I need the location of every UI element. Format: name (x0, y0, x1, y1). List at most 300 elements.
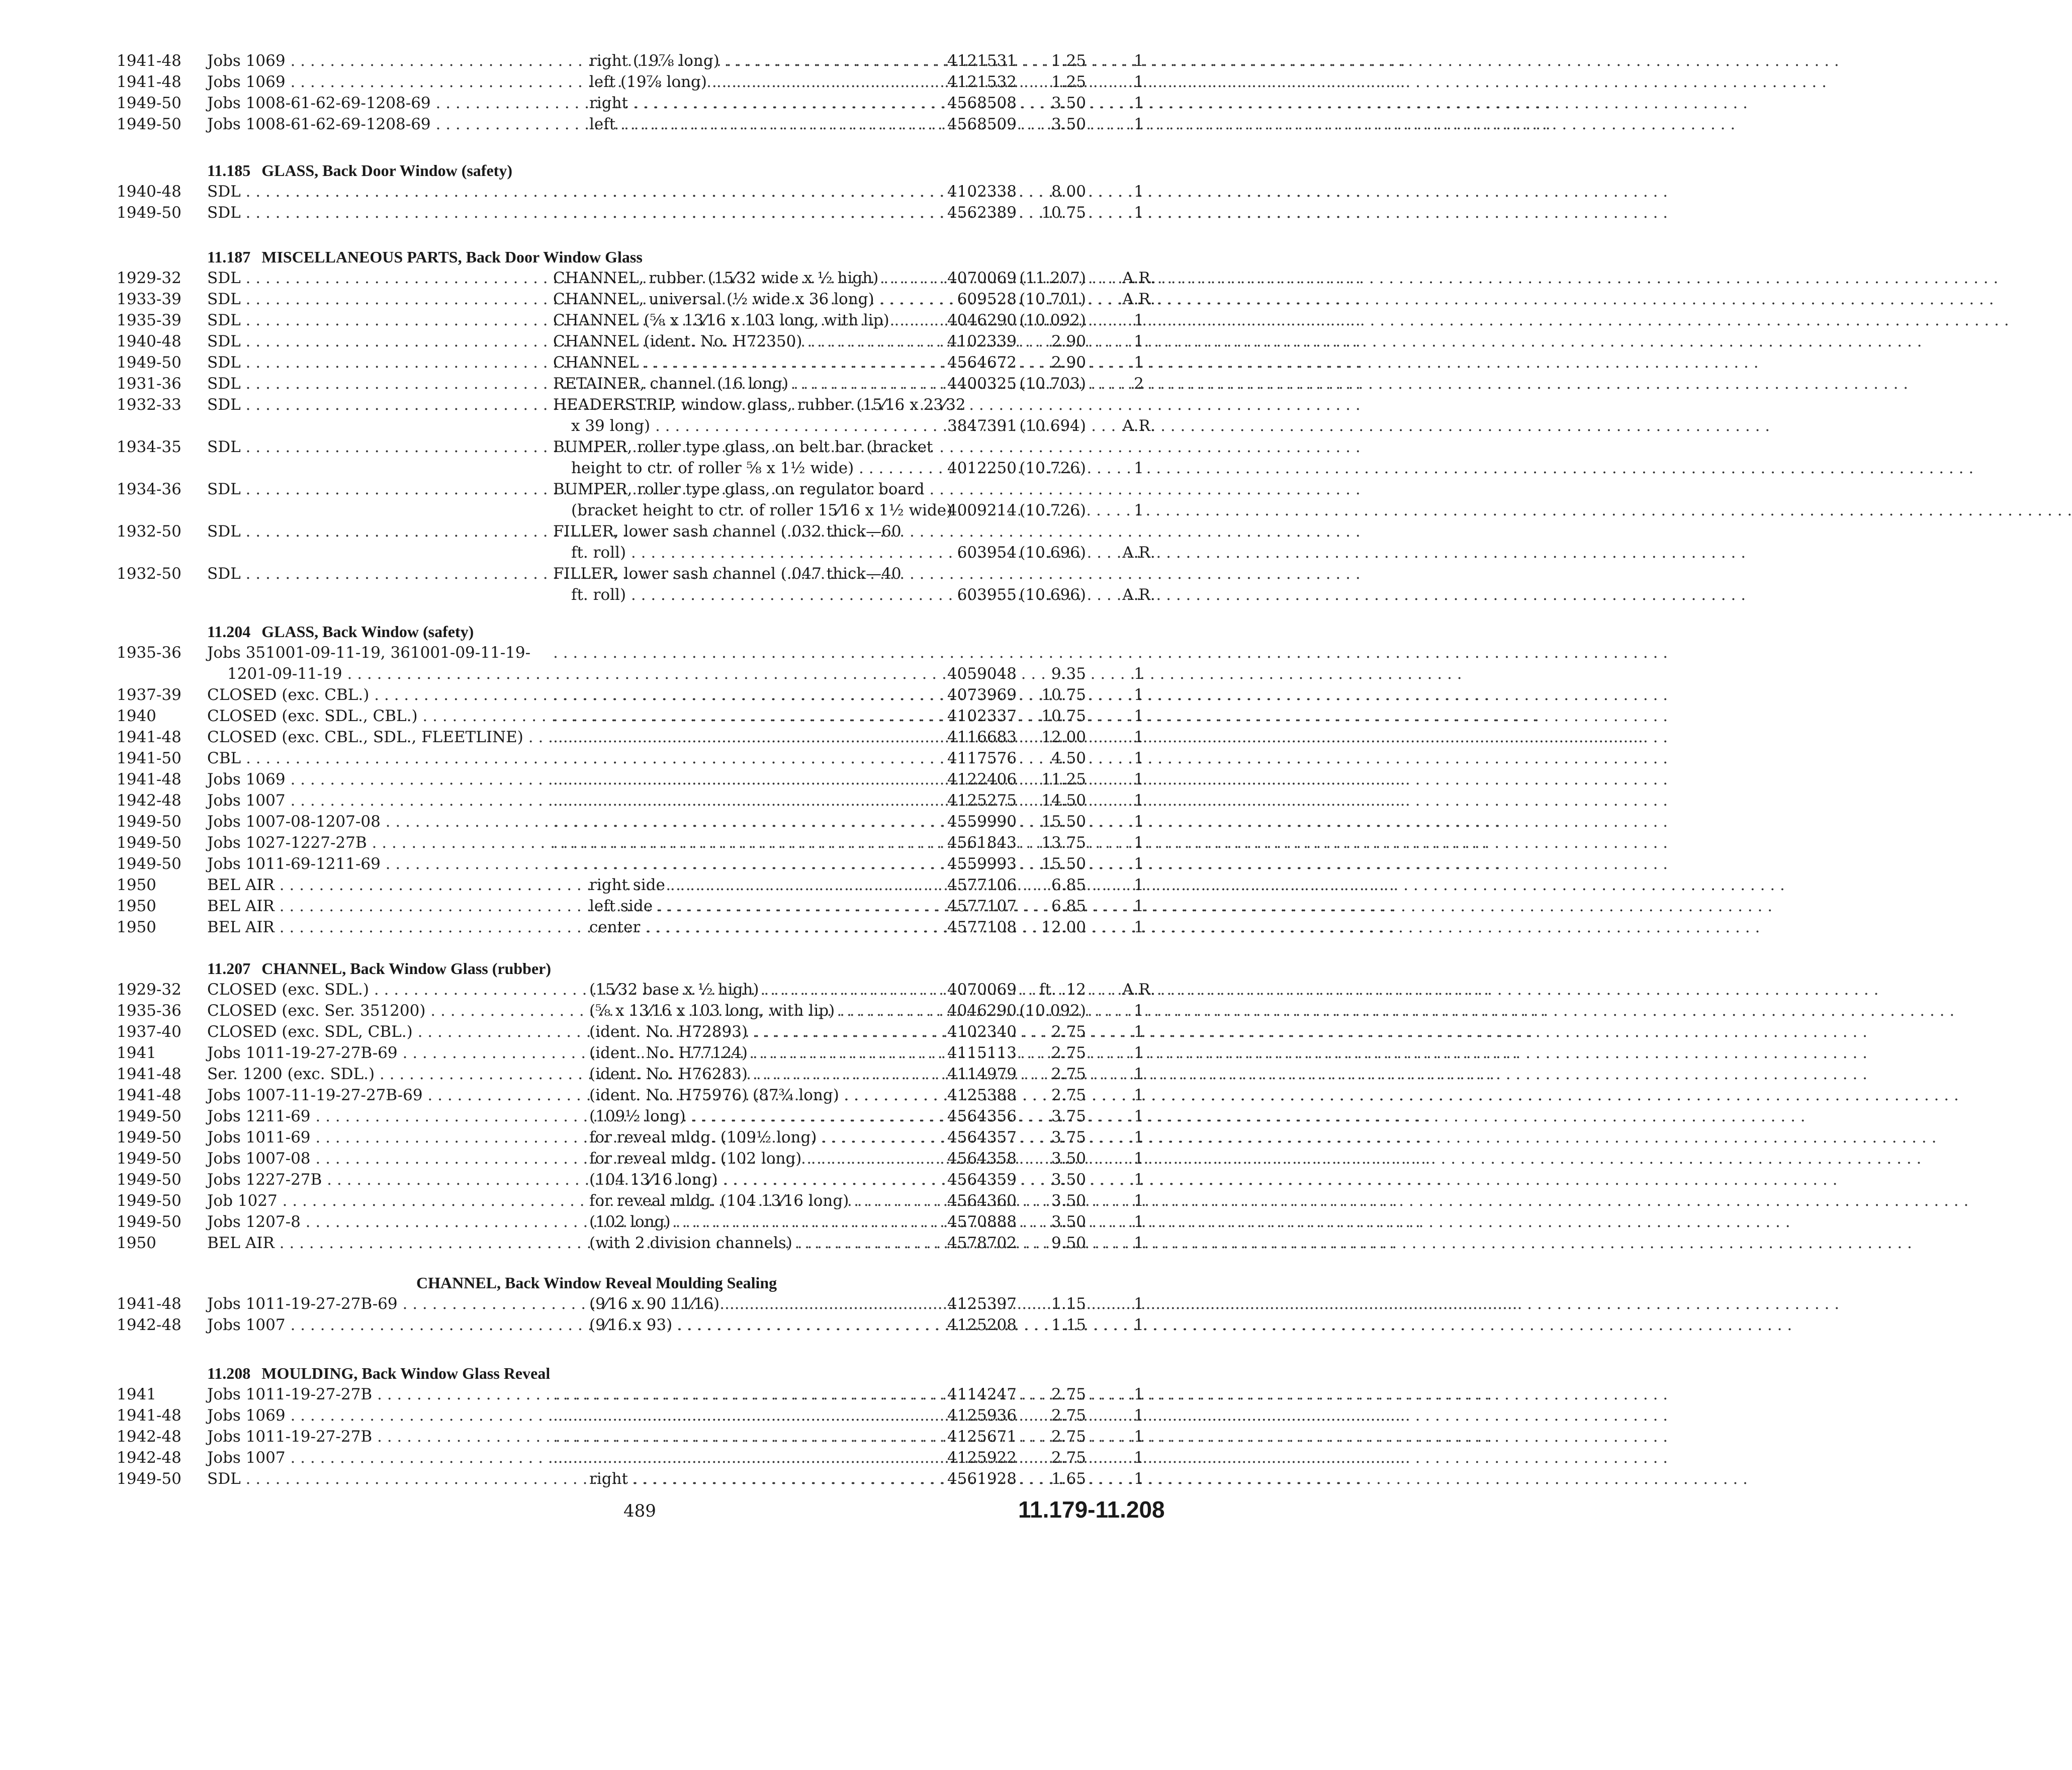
model-applicability: Jobs 1007 . . . (207, 1447, 529, 1468)
model-applicability: Jobs 1007-08 . . . (207, 1148, 529, 1169)
description-text (553, 1405, 921, 1426)
part-number: 4114247 (947, 1385, 1017, 1403)
part-number: 4115113 (947, 1044, 1017, 1062)
quantity: 1 (1134, 73, 1144, 91)
part-number: 4122406 (947, 770, 1017, 788)
quantity: 1 (1134, 459, 1144, 477)
part-row (0, 1106, 1271, 1127)
year-range: 1929-32 (117, 269, 182, 287)
part-row (0, 1190, 1271, 1211)
section-heading (207, 958, 551, 979)
year-range: 1935-36 (117, 644, 182, 662)
section-number: 11.185 (207, 161, 251, 180)
quantity: 1 (1134, 813, 1144, 831)
part-description (589, 917, 921, 938)
year-range: 1941-48 (117, 1086, 182, 1104)
part-number: 4564358 (947, 1149, 1017, 1168)
quantity: 1 (1134, 1171, 1144, 1189)
part-number: 4561928 (947, 1470, 1017, 1488)
part-row (0, 352, 1271, 373)
model-applicability: SDL . . . (207, 289, 529, 310)
part-number: 4116683 (947, 728, 1017, 746)
model-applicability: CLOSED (exc. Ser. 351200) . . . (207, 1000, 529, 1021)
year-range: 1929-32 (117, 981, 182, 999)
part-row (0, 769, 1271, 790)
year-range: 1935-36 (117, 1002, 182, 1020)
list-price: 8.00 (1051, 183, 1086, 201)
part-description (553, 373, 921, 394)
model-applicability: SDL . . . (207, 268, 529, 289)
part-number: 4070069 (947, 981, 1017, 999)
description-text: CHANNEL (ident. No. H72350) . . . (553, 331, 921, 352)
part-row (0, 114, 1271, 135)
model-applicability: Jobs 1008-61-62-69-1208-69 . . . (207, 114, 529, 135)
description-text: right side . . . (589, 874, 921, 896)
part-description (553, 642, 921, 663)
description-text: (ident. No. H77124) . . . (589, 1042, 921, 1064)
list-price: (10.092) (1019, 1002, 1086, 1020)
list-price: 2.75 (1051, 1385, 1086, 1403)
model-applicability: Jobs 1207-8 . . . (207, 1211, 529, 1232)
part-number: 4564357 (947, 1128, 1017, 1146)
year-range: 1942-48 (117, 1428, 182, 1446)
part-description (553, 289, 921, 310)
part-description (553, 684, 921, 705)
part-row (0, 331, 1271, 352)
quantity: 1 (1134, 1107, 1144, 1125)
model-line-1: Jobs 351001-09-11-19, 361001-09-11-19- (207, 644, 531, 662)
part-description (589, 1169, 921, 1190)
model-applicability: Jobs 1011-19-27-27B-69 . . . (207, 1293, 529, 1314)
list-price: 2.75 (1051, 1065, 1086, 1083)
quantity: 1 (1134, 1002, 1144, 1020)
model-applicability: Jobs 1069 . . . (207, 769, 529, 790)
description-text (553, 769, 921, 790)
description-text (553, 1384, 921, 1405)
part-description (553, 790, 921, 811)
part-number: 4046290 (947, 1002, 1017, 1020)
model-applicability: Jobs 1008-61-62-69-1208-69 . . . (207, 93, 529, 114)
list-price: 1.25 (1051, 73, 1086, 91)
description-line-1: HEADERSTRIP, window glass, rubber (15⁄16 x 23⁄32 (553, 396, 966, 414)
description-text: CHANNEL, rubber (15⁄32 wide x ½ high) . . . (553, 268, 921, 289)
part-row (0, 917, 1271, 938)
model-applicability: Jobs 1007 . . . (207, 1314, 529, 1336)
quantity: 1 (1134, 1192, 1144, 1210)
model-applicability: Jobs 1007 . . . (207, 790, 529, 811)
part-number: 4125388 (947, 1086, 1017, 1104)
year-range: 1932-50 (117, 522, 182, 541)
part-row (0, 479, 1271, 521)
model-applicability: SDL . . . (207, 181, 529, 202)
part-row (0, 50, 1271, 71)
section-heading (207, 621, 474, 642)
part-description (589, 93, 921, 114)
part-row (0, 373, 1271, 394)
part-number: 603955 (957, 586, 1017, 604)
part-number: 603954 (957, 544, 1017, 562)
part-number: 4114979 (947, 1065, 1017, 1083)
year-range: 1934-35 (117, 438, 182, 456)
year-range: 1940-48 (117, 332, 182, 350)
part-number: 4577107 (947, 897, 1017, 915)
part-description (553, 394, 966, 436)
part-description (589, 1106, 921, 1127)
part-number: 4561843 (947, 834, 1017, 852)
list-price: (10.694) (1019, 417, 1086, 435)
part-row (0, 93, 1271, 114)
section-heading (207, 160, 512, 181)
year-range: 1940-48 (117, 183, 182, 201)
description-text: RETAINER, channel (16 long) . . . (553, 373, 921, 394)
list-price: 15.50 (1041, 855, 1086, 873)
description-text: (with 2 division channels) . . . (589, 1232, 921, 1254)
part-number: 4046290 (947, 311, 1017, 329)
part-description (553, 1405, 921, 1426)
part-row (0, 1314, 1271, 1336)
part-number: 4559990 (947, 813, 1017, 831)
list-price: 2.75 (1051, 1428, 1086, 1446)
list-price: 4.50 (1051, 749, 1086, 767)
model-applicability: Jobs 1069 . . . (207, 50, 529, 71)
quantity: A.R. (1122, 269, 1155, 287)
section-title: MOULDING, Back Window Glass Reveal (261, 1364, 551, 1382)
description-text: CHANNEL (⅝ x 13⁄16 x 103 long, with lip) . . . (553, 310, 921, 331)
model-applicability: BEL AIR . . . (207, 874, 529, 896)
part-number: 4400325 (947, 375, 1017, 393)
list-price: 2.75 (1051, 1406, 1086, 1425)
quantity: A.R. (1122, 586, 1155, 604)
list-price: 15.50 (1041, 813, 1086, 831)
part-description (589, 1190, 921, 1211)
year-range: 1949-50 (117, 115, 182, 133)
part-number: 4125275 (947, 791, 1017, 810)
part-description (553, 268, 921, 289)
part-row (0, 436, 1271, 479)
part-description (553, 521, 921, 563)
part-number: 4117576 (947, 749, 1017, 767)
model-applicability: Jobs 1011-19-27-27B . . . (207, 1384, 529, 1405)
year-range: 1949-50 (117, 1107, 182, 1125)
description-text: (⅝ x 13⁄16 x 103 long, with lip) . . . (589, 1000, 921, 1021)
part-row (0, 1000, 1271, 1021)
part-description (589, 1232, 921, 1254)
list-price: ft. .12 (1039, 981, 1086, 999)
page-number: 489 (623, 1501, 656, 1521)
year-range: 1949-50 (117, 353, 182, 372)
list-price: 2.90 (1051, 332, 1086, 350)
part-row (0, 853, 1271, 874)
model-applicability: CLOSED (exc. SDL., CBL.) . . . (207, 705, 529, 727)
description-line-1: BUMPER, roller type glass, on regulator board (553, 480, 925, 498)
quantity: 1 (1134, 1449, 1144, 1467)
list-price: 10.75 (1041, 204, 1086, 222)
description-text: (ident. No. H76283) . . . (589, 1064, 921, 1085)
description-text: center . . . (589, 917, 921, 938)
list-price: 1.15 (1051, 1316, 1086, 1334)
description-line-2: ft. roll) . . . (553, 584, 921, 605)
description-line-2: x 39 long) . . . (553, 415, 921, 436)
description-text (553, 727, 921, 748)
year-range: 1950 (117, 876, 156, 894)
model-applicability: CLOSED (exc. CBL.) . . . (207, 684, 529, 705)
model-applicability: BEL AIR . . . (207, 917, 529, 938)
part-description (553, 811, 921, 832)
quantity: 1 (1134, 728, 1144, 746)
part-description (589, 979, 921, 1000)
part-description (589, 1064, 921, 1085)
list-price: 3.50 (1051, 1192, 1086, 1210)
part-number: 4578702 (947, 1234, 1017, 1252)
section-title: CHANNEL, Back Window Reveal Moulding Sealing (416, 1274, 777, 1292)
part-number: 4564359 (947, 1171, 1017, 1189)
year-range: 1949-50 (117, 1149, 182, 1168)
model-applicability: Job 1027 . . . (207, 1190, 529, 1211)
part-number: 4059048 (947, 665, 1017, 683)
list-price: 3.50 (1051, 94, 1086, 112)
quantity: 1 (1134, 876, 1144, 894)
part-description (553, 181, 921, 202)
quantity: 1 (1134, 1149, 1144, 1168)
part-row (0, 1042, 1271, 1064)
part-row (0, 268, 1271, 289)
description-text: for reveal mldg. (104 13⁄16 long) . . . (589, 1190, 921, 1211)
quantity: A.R. (1122, 981, 1155, 999)
part-description (589, 896, 921, 917)
year-range: 1941-48 (117, 770, 182, 788)
quantity: 1 (1134, 1406, 1144, 1425)
part-number: 4562389 (947, 204, 1017, 222)
year-range: 1949-50 (117, 1470, 182, 1488)
section-title: GLASS, Back Door Window (safety) (261, 161, 512, 180)
model-applicability: CLOSED (exc. SDL.) . . . (207, 979, 529, 1000)
part-description (553, 748, 921, 769)
quantity: 1 (1134, 204, 1144, 222)
quantity: 2 (1134, 375, 1144, 393)
part-description (589, 874, 921, 896)
part-description (589, 1000, 921, 1021)
description-text (553, 832, 921, 853)
model-applicability: BEL AIR . . . (207, 896, 529, 917)
list-price: (10.696) (1019, 544, 1086, 562)
model-applicability: Jobs 1007-11-19-27-27B-69 . . . (207, 1085, 529, 1106)
section-title: CHANNEL, Back Window Glass (rubber) (261, 959, 552, 978)
part-description (553, 853, 921, 874)
part-number: 4102339 (947, 332, 1017, 350)
part-row (0, 1405, 1271, 1426)
part-description (589, 1042, 921, 1064)
year-range: 1949-50 (117, 855, 182, 873)
part-number: 4125936 (947, 1406, 1017, 1425)
part-number: 4125208 (947, 1316, 1017, 1334)
description-text (553, 181, 921, 202)
description-text (553, 202, 921, 223)
quantity: 1 (1134, 501, 1144, 519)
part-row (0, 1293, 1271, 1314)
quantity: 1 (1134, 1128, 1144, 1146)
part-description (589, 71, 921, 93)
quantity: 1 (1134, 1470, 1144, 1488)
year-range: 1941 (117, 1385, 156, 1403)
part-row (0, 1384, 1271, 1405)
year-range: 1949-50 (117, 204, 182, 222)
part-row (0, 1468, 1271, 1489)
year-range: 1949-50 (117, 813, 182, 831)
part-number: 4559993 (947, 855, 1017, 873)
description-text: (15⁄32 base x ½ high) . . . (589, 979, 921, 1000)
description-text: (9⁄16 x 90 11⁄16) . . . (589, 1293, 921, 1314)
part-row (0, 1232, 1271, 1254)
quantity: 1 (1134, 1428, 1144, 1446)
year-range: 1942-48 (117, 1449, 182, 1467)
part-description (589, 114, 921, 135)
description-text: (ident. No. H75976) (87¾ long) . . . (589, 1085, 921, 1106)
description-text (553, 790, 921, 811)
model-applicability: Jobs 1011-69 . . . (207, 1127, 529, 1148)
part-number: 4570888 (947, 1213, 1017, 1231)
quantity: 1 (1134, 707, 1144, 725)
quantity: 1 (1134, 1316, 1144, 1334)
section-title: GLASS, Back Window (safety) (261, 623, 474, 641)
part-row (0, 202, 1271, 223)
part-number: 4577108 (947, 918, 1017, 936)
section-heading (207, 1363, 550, 1384)
part-row (0, 1426, 1271, 1447)
section-number: 11.204 (207, 623, 251, 641)
part-description (553, 832, 921, 853)
model-applicability: Jobs 1011-19-27-27B-69 . . . (207, 1042, 529, 1064)
description-text: (ident. No. H72893) . . . (589, 1021, 921, 1042)
model-applicability: Jobs 1027-1227-27B . . . (207, 832, 529, 853)
list-price: 3.75 (1051, 1128, 1086, 1146)
quantity: 1 (1134, 1385, 1144, 1403)
quantity: 1 (1134, 897, 1144, 915)
year-range: 1935-39 (117, 311, 182, 329)
model-applicability: SDL . . . (207, 202, 529, 223)
part-description (553, 563, 921, 605)
model-applicability: Jobs 1011-19-27-27B . . . (207, 1426, 529, 1447)
part-number: 4070069 (947, 269, 1017, 287)
model-applicability: Jobs 1227-27B . . . (207, 1169, 529, 1190)
year-range: 1941-48 (117, 1295, 182, 1313)
part-description (553, 1447, 921, 1468)
part-row (0, 1447, 1271, 1468)
year-range: 1941-48 (117, 1406, 182, 1425)
model-applicability: SDL . . . (207, 310, 529, 331)
list-price: 6.85 (1051, 897, 1086, 915)
quantity: 1 (1134, 918, 1144, 936)
part-description (553, 436, 933, 479)
list-price: 13.75 (1041, 834, 1086, 852)
list-price: 12.00 (1041, 728, 1086, 746)
description-text: CHANNEL, universal (½ wide x 36 long) . . . (553, 289, 921, 310)
quantity: 1 (1134, 834, 1144, 852)
list-price: 1.65 (1051, 1470, 1086, 1488)
part-number: 4125671 (947, 1428, 1017, 1446)
model-applicability: Jobs 1211-69 . . . (207, 1106, 529, 1127)
year-range: 1941 (117, 1044, 156, 1062)
year-range: 1949-50 (117, 834, 182, 852)
part-description (589, 50, 921, 71)
model-applicability: Jobs 1069 . . . (207, 1405, 529, 1426)
part-row (0, 521, 1271, 563)
model-applicability: Ser. 1200 (exc. SDL.) . . . (207, 1064, 529, 1085)
list-price: (10.696) (1019, 586, 1086, 604)
section-number: 11.207 (207, 959, 251, 978)
part-description (589, 1314, 921, 1336)
year-range: 1949-50 (117, 1192, 182, 1210)
part-number: 4121531 (947, 52, 1017, 70)
model-applicability: SDL . . . (207, 521, 529, 542)
part-row (0, 874, 1271, 896)
description-text: right . . . (589, 93, 921, 114)
model-applicability: SDL . . . (207, 479, 529, 500)
model-applicability: SDL . . . (207, 394, 529, 415)
description-line-2: (bracket height to ctr. of roller 15⁄16 x 1½ wide) . . . (553, 500, 921, 521)
part-description (553, 705, 921, 727)
model-applicability: SDL . . . (207, 563, 529, 584)
part-number: 4102340 (947, 1023, 1017, 1041)
description-text: right . . . (589, 1468, 921, 1489)
description-text: for reveal mldg. (102 long) . . . (589, 1148, 921, 1169)
part-number: 4012250 (947, 459, 1017, 477)
year-range: 1949-50 (117, 1213, 182, 1231)
part-number: 3847391 (947, 417, 1017, 435)
list-price: 3.50 (1051, 1149, 1086, 1168)
quantity: 1 (1134, 353, 1144, 372)
year-range: 1941-48 (117, 728, 182, 746)
quantity: A.R. (1122, 290, 1155, 308)
list-price: 10.75 (1041, 707, 1086, 725)
quantity: 1 (1134, 855, 1144, 873)
part-description (553, 479, 953, 521)
year-range: 1942-48 (117, 791, 182, 810)
part-number: 4102337 (947, 707, 1017, 725)
part-row (0, 181, 1271, 202)
quantity: 1 (1134, 94, 1144, 112)
year-range: 1937-40 (117, 1023, 182, 1041)
year-range: 1934-36 (117, 480, 182, 498)
list-price: 9.35 (1051, 665, 1086, 683)
section-title: MISCELLANEOUS PARTS, Back Door Window Glass (261, 248, 643, 266)
year-range: 1950 (117, 897, 156, 915)
part-number: 4073969 (947, 686, 1017, 704)
quantity: 1 (1134, 1086, 1144, 1104)
model-applicability: Jobs 1007-08-1207-08 . . . (207, 811, 529, 832)
list-price: 2.75 (1051, 1449, 1086, 1467)
model-applicability: BEL AIR . . . (207, 1232, 529, 1254)
quantity: 1 (1134, 332, 1144, 350)
list-price: 9.50 (1051, 1234, 1086, 1252)
description-text: right (19⅞ long) . . . (589, 50, 921, 71)
part-description (589, 1293, 921, 1314)
part-number: 4125397 (947, 1295, 1017, 1313)
year-range: 1950 (117, 918, 156, 936)
list-price: 14.50 (1041, 791, 1086, 810)
year-range: 1937-39 (117, 686, 182, 704)
part-description (589, 1468, 921, 1489)
quantity: 1 (1134, 665, 1144, 683)
description-line-1: FILLER, lower sash channel (.047 thick—40 (553, 565, 902, 583)
list-price: (10.703) (1019, 375, 1086, 393)
section-number: 11.187 (207, 248, 251, 266)
list-price: (10.092) (1019, 311, 1086, 329)
section-heading (416, 1272, 777, 1293)
part-row (0, 1021, 1271, 1042)
description-text (553, 748, 921, 769)
list-price: 11.25 (1041, 770, 1086, 788)
part-description (589, 1211, 921, 1232)
